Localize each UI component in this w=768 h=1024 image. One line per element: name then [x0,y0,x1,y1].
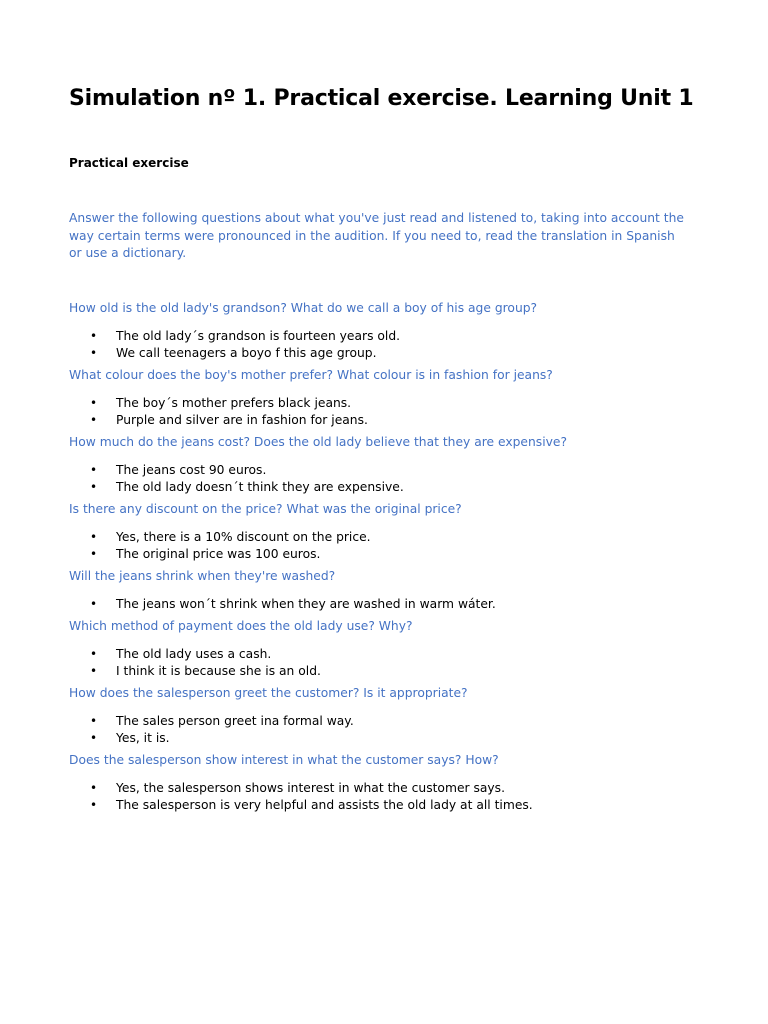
bullet-icon: • [90,395,98,410]
answer-text: The boy´s mother prefers black jeans. [116,395,352,410]
answer-item [69,395,689,412]
answer-text: The jeans won´t shrink when they are washed in warm wáter. [116,597,496,612]
question-text: Is there any discount on the price? What was the original price? [69,502,462,517]
answer-list [69,713,689,748]
question-block [69,618,689,681]
section-subheading: Practical exercise [69,156,189,170]
answer-item [69,328,689,345]
answer-text: We call teenagers a boyo f this age group. [116,346,377,361]
bullet-icon: • [90,413,98,428]
bullet-icon: • [90,713,98,728]
answer-text: The old lady doesn´t think they are expensive. [116,480,404,495]
question-answer-list [69,300,689,819]
answer-text: The salesperson is very helpful and assists the old lady at all times. [116,798,533,813]
question-text: How does the salesperson greet the customer? Is it appropriate? [69,686,468,701]
bullet-icon: • [90,597,98,612]
question-text: How much do the jeans cost? Does the old lady believe that they are expensive? [69,435,567,450]
answer-item [69,713,689,730]
question-block [69,300,689,363]
answer-list [69,328,689,363]
answer-text: The original price was 100 euros. [116,547,321,562]
answer-item [69,462,689,479]
question-text: What colour does the boy's mother prefer? What colour is in fashion for jeans? [69,368,553,383]
answer-item [69,730,689,747]
bullet-icon: • [90,480,98,495]
bullet-icon: • [90,530,98,545]
answer-item [69,780,689,797]
answer-list [69,529,689,564]
answer-list [69,462,689,497]
answer-text: Yes, it is. [116,731,170,746]
answer-item [69,646,689,663]
answer-text: The jeans cost 90 euros. [116,462,267,477]
intro-paragraph: Answer the following questions about what you've just read and listened to, taking into account the way certain terms were pronounced in the audition. If you need to, read the translation in Spanish or use a dictionary. [69,211,684,261]
answer-list [69,780,689,815]
question-text: Which method of payment does the old lady use? Why? [69,619,413,634]
answer-list [69,395,689,430]
bullet-icon: • [90,462,98,477]
answer-item [69,596,689,613]
bullet-icon: • [90,346,98,361]
question-text: How old is the old lady's grandson? What do we call a boy of his age group? [69,301,538,315]
answer-text: I think it is because she is an old. [116,664,321,679]
question-block [69,752,689,815]
answer-text: The old lady uses a cash. [116,646,272,661]
bullet-icon: • [90,664,98,679]
question-text: Does the salesperson show interest in what the customer says? How? [69,753,499,768]
page-title: Simulation nº 1. Practical exercise. Learning Unit 1 [69,86,694,111]
question-block [69,434,689,497]
question-block [69,367,689,430]
question-block [69,501,689,564]
question-block [69,568,689,613]
answer-text: Purple and silver are in fashion for jeans. [116,413,368,428]
bullet-icon: • [90,781,98,796]
question-text: Will the jeans shrink when they're washed? [69,569,336,584]
answer-list [69,596,689,613]
question-block [69,685,689,748]
bullet-icon: • [90,798,98,813]
bullet-icon: • [90,731,98,746]
answer-item [69,529,689,546]
answer-item [69,479,689,496]
bullet-icon: • [90,328,98,343]
answer-text: Yes, there is a 10% discount on the price. [116,530,371,545]
answer-list [69,646,689,681]
answer-item [69,345,689,362]
answer-item [69,546,689,563]
answer-text: The sales person greet ina formal way. [116,713,354,728]
bullet-icon: • [90,547,98,562]
answer-item [69,412,689,429]
bullet-icon: • [90,646,98,661]
answer-text: Yes, the salesperson shows interest in what the customer says. [116,781,506,796]
answer-item [69,797,689,814]
answer-text: The old lady´s grandson is fourteen years old. [116,328,401,343]
answer-item [69,663,689,680]
